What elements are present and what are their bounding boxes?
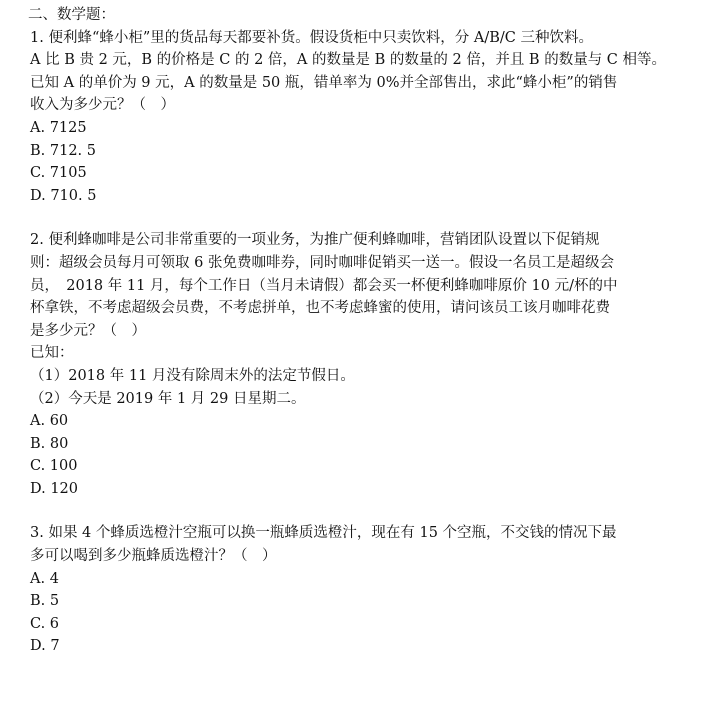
question-2-line-3: 员， 2018 年 11 月，每个工作日（当月未请假）都会买一杯便利蜂咖啡原价 10 元/杯的中 (30, 277, 618, 294)
question-2-line-5: 是多少元？（ ） (30, 322, 146, 339)
question-2-option-d: D. 120 (30, 480, 79, 497)
question-3-line-1: 3. 如果 4 个蜂质选橙汁空瓶可以换一瓶蜂质选橙汁，现在有 15 个空瓶，不交钱的情况下最 (30, 525, 617, 542)
spacer (30, 207, 716, 229)
question-2-line-1: 2. 便利蜂咖啡是公司非常重要的一项业务，为推广便利蜂咖啡，营销团队设置以下促销规 (30, 232, 600, 249)
question-3-option-b: B. 5 (30, 593, 60, 610)
question-1-option-a: A. 7125 (30, 119, 87, 136)
question-1-option-d: D. 710. 5 (30, 187, 97, 204)
question-2-line-2: 则：超级会员每月可领取 6 张免费咖啡券，同时咖啡促销买一送一。假设一名员工是超级会 (30, 254, 614, 271)
question-1-option-c: C. 7105 (30, 165, 87, 182)
question-2 (30, 229, 716, 500)
question-3-option-c: C. 6 (30, 615, 60, 632)
question-1-line-1: 1. 便利蜂“蜂小柜”里的货品每天都要补货。假设货柜中只卖饮料，分 A/B/C 三种饮料。 (30, 29, 593, 46)
question-1 (30, 27, 716, 208)
question-1-option-b: B. 712. 5 (30, 142, 96, 159)
question-3 (30, 522, 716, 658)
question-1-line-4: 收入为多少元？（ ） (30, 97, 175, 114)
question-2-line-4: 杯拿铁，不考虑超级会员费，不考虑拼单，也不考虑蜂蜜的使用，请问该员工该月咖啡花费 (30, 300, 610, 317)
question-3-line-2: 多可以喝到多少瓶蜂质选橙汁？（ ） (30, 548, 277, 565)
question-2-option-c: C. 100 (30, 458, 78, 475)
question-2-option-a: A. 60 (30, 413, 69, 430)
question-3-option-d: D. 7 (30, 638, 60, 655)
question-2-option-b: B. 80 (30, 435, 69, 452)
question-2-known-label: 已知： (30, 345, 74, 362)
question-2-known-2: （2）今天是 2019 年 1 月 29 日星期二。 (30, 390, 306, 407)
section-title: 二、数学题： (28, 7, 115, 23)
question-3-option-a: A. 4 (30, 570, 59, 587)
question-2-known-1: （1）2018 年 11 月没有除周末外的法定节假日。 (30, 367, 355, 384)
question-1-line-2: A 比 B 贵 2 元，B 的价格是 C 的 2 倍，A 的数量是 B 的数量的 2 倍，并且 B 的数量与 C 相等。 (30, 52, 667, 69)
spacer (30, 500, 716, 522)
question-1-line-3: 已知 A 的单价为 9 元，A 的数量是 50 瓶，错单率为 0%并全部售出，求此“蜂小柜”的销售 (30, 74, 618, 91)
